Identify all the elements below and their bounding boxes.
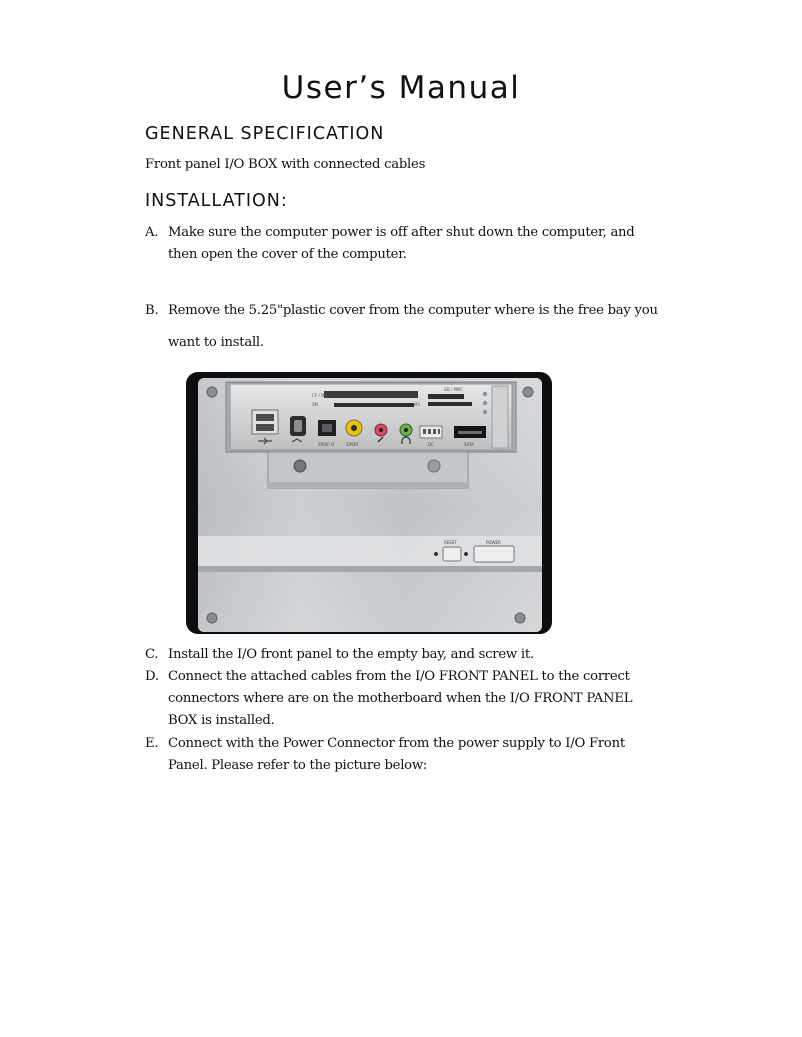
bay-screw-right (428, 460, 440, 472)
page-title: User’s Manual (281, 70, 521, 106)
dc-label: DC (428, 442, 434, 447)
sm-label: SM (312, 402, 318, 407)
reset-button (443, 547, 461, 561)
spdif-out-port (318, 420, 336, 447)
general-specification-text: Front panel I/O BOX with connected cables (145, 157, 426, 172)
cf-md-slot (324, 391, 418, 398)
power-button (474, 546, 514, 562)
sd-mmc-label: SD / MMC (444, 387, 464, 392)
status-leds (483, 392, 487, 414)
sd-mmc-slot (428, 394, 464, 399)
step-c-text: Install the I/O front panel to the empty bay, and screw it. (168, 647, 534, 662)
step-c-letter: C. (145, 647, 159, 662)
sm-slot (334, 403, 414, 407)
power-led (464, 552, 468, 556)
general-specification-heading: GENERAL SPECIFICATION (145, 124, 385, 144)
reset-label: RESET (444, 540, 457, 545)
step-b-letter: B. (145, 303, 159, 318)
cf-md-label: CF / MD (312, 393, 328, 398)
hdd-led (434, 552, 438, 556)
spdif-in-label: S/PDIF (346, 442, 359, 447)
ms-slot (428, 402, 472, 406)
step-a-letter: A. (145, 225, 159, 240)
ms-label: MS (414, 402, 420, 407)
step-e-letter: E. (145, 736, 159, 751)
front-panel-io-box-photo (182, 370, 554, 636)
bay-screw-left (294, 460, 306, 472)
installation-heading: INSTALLATION: (145, 191, 288, 211)
sata-label: SATA (464, 442, 474, 447)
step-a-text: Make sure the computer power is off after shut down the computer, and then open the cover of the computer. (168, 225, 635, 262)
step-e-text: Connect with the Power Connector from the power supply to I/O Front Panel. Please refer to the picture below: (168, 736, 625, 773)
step-d-letter: D. (145, 669, 159, 684)
power-label: POWER (486, 540, 501, 545)
step-d-text: Connect the attached cables from the I/O FRONT PANEL to the correct connectors where are on the motherboard when the I/O FRONT PANEL BOX is installed. (168, 669, 633, 728)
step-b-text: Remove the 5.25"plastic cover from the computer where is the free bay you want to install. (168, 303, 658, 350)
spdif-out-label: SPDIF-O (318, 442, 335, 447)
